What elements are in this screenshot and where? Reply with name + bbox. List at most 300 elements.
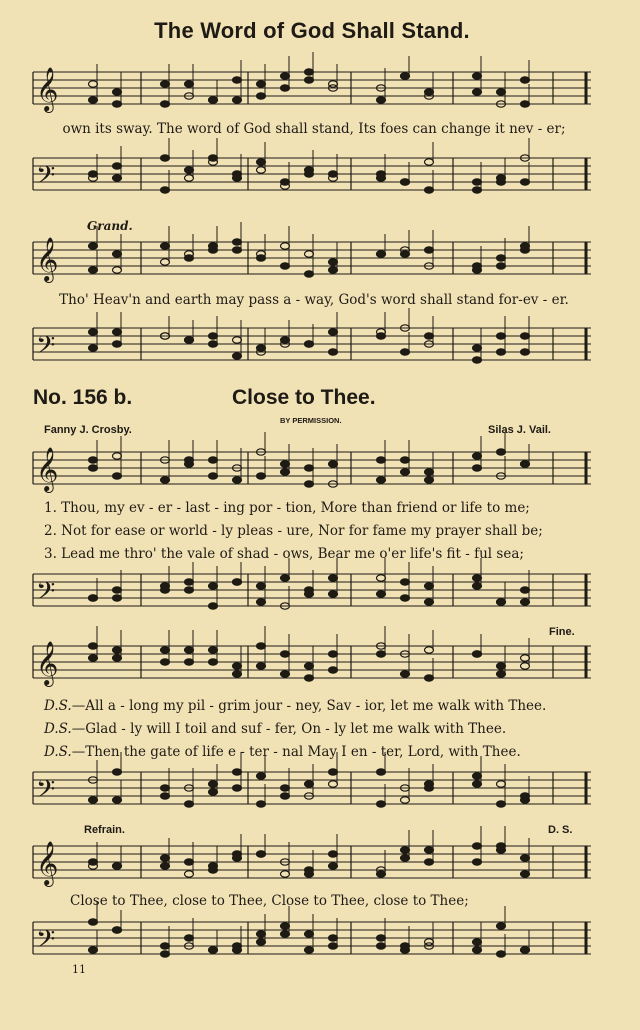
notehead <box>473 843 482 849</box>
notehead <box>305 871 314 877</box>
notehead <box>329 329 338 335</box>
staff-treble <box>33 840 591 884</box>
notehead <box>89 267 98 273</box>
notehead <box>89 655 98 661</box>
notehead <box>521 243 530 249</box>
notehead <box>425 333 434 339</box>
notehead <box>89 329 98 335</box>
notehead <box>401 469 410 475</box>
notehead <box>497 847 506 853</box>
notehead <box>257 931 266 937</box>
notehead <box>281 179 290 185</box>
notehead <box>161 785 170 791</box>
bass-clef-icon: 𝄢 <box>36 925 56 960</box>
notehead <box>257 801 266 807</box>
notehead <box>497 781 506 787</box>
notehead <box>185 457 194 463</box>
notehead <box>113 647 122 653</box>
verse-line: D.S.—All a - long my pil - grim jour - ney, Sav - ior, let me walk with Thee. <box>44 698 547 714</box>
notehead <box>473 859 482 865</box>
notehead <box>425 187 434 193</box>
notehead <box>377 333 386 339</box>
refrain-label: Refrain. <box>84 824 125 836</box>
notehead <box>185 587 194 593</box>
notehead <box>113 655 122 661</box>
notehead <box>257 93 266 99</box>
notehead <box>401 349 410 355</box>
notehead <box>113 453 122 459</box>
hymn-number: No. 156 b. <box>33 386 133 409</box>
notehead <box>329 267 338 273</box>
notehead <box>521 947 530 953</box>
notehead <box>185 659 194 665</box>
notehead <box>209 341 218 347</box>
notehead <box>113 797 122 803</box>
notehead <box>425 781 434 787</box>
notehead <box>377 477 386 483</box>
composer-credit: Silas J. Vail. <box>488 424 551 436</box>
notehead <box>425 159 434 165</box>
notehead <box>497 599 506 605</box>
notehead <box>113 595 122 601</box>
notehead <box>209 457 218 463</box>
notehead <box>161 659 170 665</box>
notehead <box>425 647 434 653</box>
notehead <box>185 935 194 941</box>
notehead <box>209 863 218 869</box>
notehead <box>233 785 242 791</box>
notehead <box>401 251 410 257</box>
hymn-title: The Word of God Shall Stand. <box>154 18 470 43</box>
notehead <box>425 477 434 483</box>
notehead <box>473 179 482 185</box>
notehead <box>329 851 338 857</box>
notehead <box>185 859 194 865</box>
notehead <box>329 943 338 949</box>
notehead <box>257 345 266 351</box>
notehead <box>281 263 290 269</box>
notehead <box>209 603 218 609</box>
notehead <box>377 457 386 463</box>
notehead <box>473 781 482 787</box>
notehead <box>497 951 506 957</box>
notehead <box>473 947 482 953</box>
notehead <box>473 187 482 193</box>
notehead <box>113 341 122 347</box>
permission-note: BY PERMISSION. <box>280 416 342 425</box>
notehead <box>257 643 266 649</box>
notehead <box>113 163 122 169</box>
notehead <box>305 947 314 953</box>
notehead <box>281 785 290 791</box>
notehead <box>209 789 218 795</box>
notehead <box>377 769 386 775</box>
notehead <box>281 651 290 657</box>
notehead <box>305 69 314 75</box>
notehead <box>185 167 194 173</box>
notehead <box>113 769 122 775</box>
staff-lines <box>33 640 591 684</box>
bass-clef-icon: 𝄢 <box>36 775 56 810</box>
notehead <box>281 469 290 475</box>
notehead <box>329 259 338 265</box>
notehead <box>473 89 482 95</box>
notehead <box>305 931 314 937</box>
treble-clef-icon: 𝄞 <box>36 237 59 281</box>
notehead <box>473 939 482 945</box>
notehead <box>233 171 242 177</box>
ds-mark: D. S. <box>548 824 573 836</box>
author-credit: Fanny J. Crosby. <box>44 424 132 436</box>
verse-line: D.S.—Glad - ly will I toil and suf - fer, On - ly let me walk with Thee. <box>44 721 507 737</box>
notehead <box>281 671 290 677</box>
notehead <box>425 599 434 605</box>
notehead <box>401 671 410 677</box>
notehead <box>257 159 266 165</box>
notehead <box>425 583 434 589</box>
notehead <box>377 171 386 177</box>
notehead <box>257 773 266 779</box>
bass-clef-icon: 𝄢 <box>36 331 56 366</box>
notehead <box>497 671 506 677</box>
notehead <box>185 801 194 807</box>
notehead <box>161 81 170 87</box>
notehead <box>89 243 98 249</box>
staff-lines <box>33 568 591 612</box>
treble-clef-icon: 𝄞 <box>36 841 59 885</box>
notehead <box>161 101 170 107</box>
notehead <box>497 89 506 95</box>
staff-treble <box>33 236 591 280</box>
notehead <box>305 341 314 347</box>
notehead <box>185 337 194 343</box>
notehead <box>305 465 314 471</box>
notehead <box>113 927 122 933</box>
staff-lines <box>33 152 591 196</box>
notehead <box>473 575 482 581</box>
staff-treble <box>33 446 591 490</box>
notehead <box>185 255 194 261</box>
notehead <box>89 643 98 649</box>
notehead <box>329 651 338 657</box>
notehead <box>497 801 506 807</box>
notehead <box>257 583 266 589</box>
staff-treble <box>33 640 591 684</box>
notehead <box>305 171 314 177</box>
notehead <box>209 583 218 589</box>
bass-clef-icon: 𝄢 <box>36 161 56 196</box>
notehead <box>281 793 290 799</box>
notehead <box>425 247 434 253</box>
notehead <box>161 259 170 265</box>
notehead <box>473 267 482 273</box>
notehead <box>521 333 530 339</box>
notehead <box>473 357 482 363</box>
staff-lines <box>33 446 591 490</box>
notehead <box>473 345 482 351</box>
notehead <box>473 73 482 79</box>
notehead <box>377 801 386 807</box>
notehead <box>113 251 122 257</box>
notehead <box>497 263 506 269</box>
notehead <box>401 179 410 185</box>
notehead <box>521 655 530 661</box>
notehead <box>401 595 410 601</box>
notehead <box>233 947 242 953</box>
notehead <box>521 587 530 593</box>
notehead <box>281 73 290 79</box>
staff-bass <box>33 152 591 196</box>
notehead <box>161 793 170 799</box>
notehead <box>233 851 242 857</box>
notehead <box>89 859 98 865</box>
notehead <box>89 345 98 351</box>
notehead <box>305 675 314 681</box>
notehead <box>473 453 482 459</box>
notehead <box>377 97 386 103</box>
notehead <box>161 187 170 193</box>
verse-line: D.S.—Then the gate of life e - ter - nal May I en - ter, Lord, with Thee. <box>44 744 521 760</box>
notehead <box>233 77 242 83</box>
notehead <box>329 171 338 177</box>
notehead <box>185 871 194 877</box>
notehead <box>521 599 530 605</box>
notehead <box>233 769 242 775</box>
staff-bass <box>33 568 591 612</box>
notehead <box>329 81 338 87</box>
notehead <box>401 947 410 953</box>
notehead <box>209 781 218 787</box>
notehead <box>377 871 386 877</box>
notehead <box>401 579 410 585</box>
notehead <box>89 457 98 463</box>
notehead <box>377 251 386 257</box>
notehead <box>89 171 98 177</box>
notehead <box>329 769 338 775</box>
notehead <box>281 923 290 929</box>
notehead <box>185 175 194 181</box>
notehead <box>161 243 170 249</box>
notehead <box>185 81 194 87</box>
treble-clef-icon: 𝄞 <box>36 67 59 111</box>
notehead <box>425 847 434 853</box>
notehead <box>89 797 98 803</box>
ds-label: D.S. <box>44 721 72 737</box>
notehead <box>281 243 290 249</box>
notehead <box>113 267 122 273</box>
notehead <box>281 871 290 877</box>
notehead <box>305 77 314 83</box>
notehead <box>89 81 98 87</box>
notehead <box>113 863 122 869</box>
staff-lines <box>33 322 591 366</box>
notehead <box>281 575 290 581</box>
notehead <box>329 591 338 597</box>
notehead <box>473 465 482 471</box>
notehead <box>497 333 506 339</box>
notehead <box>113 89 122 95</box>
verse-text: Glad - ly will I toil and suf - fer, On - ly let me walk with Thee. <box>85 721 507 737</box>
notehead <box>329 349 338 355</box>
ds-label: D.S. <box>44 698 72 714</box>
notehead <box>257 255 266 261</box>
verse-line: 3. Lead me thro' the vale of shad - ows, Bear me o'er life's fit - ful sea; <box>44 546 524 562</box>
hymn-title: Close to Thee. <box>232 386 376 409</box>
fine-mark: Fine. <box>549 626 575 638</box>
notehead <box>377 943 386 949</box>
notehead <box>161 855 170 861</box>
notehead <box>473 773 482 779</box>
page-number: 11 <box>72 963 86 976</box>
notehead <box>281 337 290 343</box>
notehead <box>89 595 98 601</box>
notehead <box>257 939 266 945</box>
notehead <box>209 247 218 253</box>
notehead <box>161 477 170 483</box>
notehead <box>425 89 434 95</box>
notehead <box>425 675 434 681</box>
verse-line: 2. Not for ease or world - ly pleas - ure, Nor for fame my prayer shall be; <box>44 523 543 539</box>
staff-treble <box>33 66 591 110</box>
notehead <box>377 651 386 657</box>
staff-lines <box>33 840 591 884</box>
notehead <box>233 663 242 669</box>
notehead <box>209 659 218 665</box>
treble-clef-icon: 𝄞 <box>36 641 59 685</box>
notehead <box>161 943 170 949</box>
staff-lines <box>33 766 591 810</box>
notehead <box>377 575 386 581</box>
notehead <box>305 663 314 669</box>
notehead <box>185 647 194 653</box>
notehead <box>257 473 266 479</box>
notehead <box>161 583 170 589</box>
notehead <box>521 663 530 669</box>
notehead <box>305 781 314 787</box>
notehead <box>161 155 170 161</box>
notehead <box>521 461 530 467</box>
lyric-line: own its sway. The word of God shall stand, Its foes can change it nev - er; <box>62 121 566 137</box>
staff-bass <box>33 766 591 810</box>
notehead <box>233 97 242 103</box>
notehead <box>377 591 386 597</box>
notehead <box>113 101 122 107</box>
notehead <box>209 473 218 479</box>
expression-mark: Grand. <box>87 219 133 233</box>
notehead <box>305 481 314 487</box>
notehead <box>113 329 122 335</box>
staff-bass <box>33 916 591 960</box>
notehead <box>233 353 242 359</box>
staff-lines <box>33 916 591 960</box>
notehead <box>209 647 218 653</box>
notehead <box>233 671 242 677</box>
notehead <box>401 457 410 463</box>
verse-line: 1. Thou, my ev - er - last - ing por - tion, More than friend or life to me; <box>44 500 530 516</box>
notehead <box>329 667 338 673</box>
notehead <box>377 935 386 941</box>
notehead <box>401 855 410 861</box>
staff-lines <box>33 236 591 280</box>
notehead <box>521 871 530 877</box>
notehead <box>233 337 242 343</box>
notehead <box>329 781 338 787</box>
notehead <box>401 847 410 853</box>
notehead <box>257 81 266 87</box>
notehead <box>401 73 410 79</box>
notehead <box>281 85 290 91</box>
verse-text: All a - long my pil - grim jour - ney, Sav - ior, let me walk with Thee. <box>85 698 547 714</box>
notehead <box>161 647 170 653</box>
notehead <box>185 579 194 585</box>
notehead <box>497 349 506 355</box>
notehead <box>89 97 98 103</box>
verse-text: Then the gate of life e - ter - nal May I en - ter, Lord, with Thee. <box>85 744 521 760</box>
bass-clef-icon: 𝄢 <box>36 577 56 612</box>
notehead <box>209 947 218 953</box>
notehead <box>329 575 338 581</box>
lyric-line: Tho' Heav'n and earth may pass a - way, God's word shall stand for-ev - er. <box>59 292 569 308</box>
notehead <box>521 179 530 185</box>
treble-clef-icon: 𝄞 <box>36 447 59 491</box>
refrain-lyric: Close to Thee, close to Thee, Close to Thee, close to Thee; <box>70 893 469 909</box>
notehead <box>209 333 218 339</box>
ds-label: D.S. <box>44 744 72 760</box>
notehead <box>521 349 530 355</box>
notehead <box>329 935 338 941</box>
notehead <box>497 449 506 455</box>
notehead <box>113 175 122 181</box>
notehead <box>233 239 242 245</box>
notehead <box>161 951 170 957</box>
staff-bass <box>33 322 591 366</box>
notehead <box>113 473 122 479</box>
notehead <box>281 931 290 937</box>
notehead <box>521 101 530 107</box>
notehead <box>233 477 242 483</box>
notehead <box>473 651 482 657</box>
notehead <box>521 77 530 83</box>
notehead <box>89 465 98 471</box>
notehead <box>257 167 266 173</box>
staff-lines <box>33 66 591 110</box>
notehead <box>281 461 290 467</box>
notehead <box>521 855 530 861</box>
notehead <box>425 469 434 475</box>
notehead <box>425 859 434 865</box>
notehead <box>497 663 506 669</box>
notehead <box>497 255 506 261</box>
notehead <box>113 587 122 593</box>
notehead <box>497 923 506 929</box>
notehead <box>89 947 98 953</box>
notehead <box>329 863 338 869</box>
notehead <box>401 797 410 803</box>
notehead <box>521 793 530 799</box>
notehead <box>305 271 314 277</box>
notehead <box>257 663 266 669</box>
notehead <box>161 863 170 869</box>
notehead <box>497 179 506 185</box>
notehead <box>305 587 314 593</box>
notehead <box>473 583 482 589</box>
notehead <box>329 461 338 467</box>
notehead <box>89 919 98 925</box>
notehead <box>257 599 266 605</box>
notehead <box>233 247 242 253</box>
notehead <box>305 251 314 257</box>
notehead <box>425 939 434 945</box>
